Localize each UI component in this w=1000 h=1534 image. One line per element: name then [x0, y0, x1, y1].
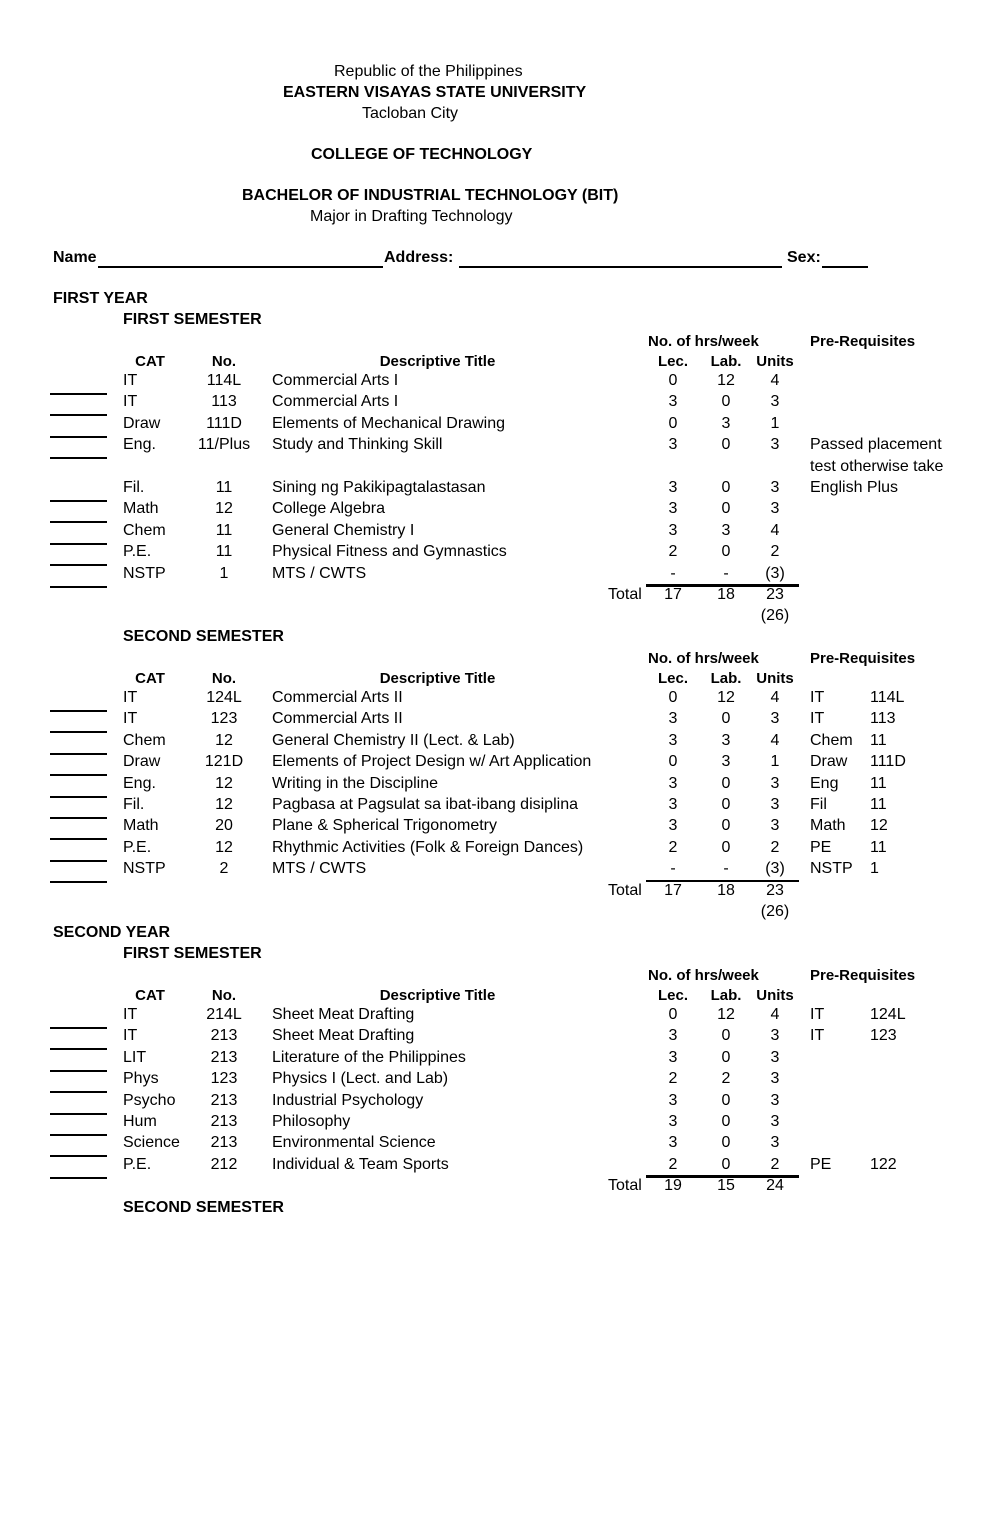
course-title: Study and Thinking Skill: [272, 436, 443, 454]
course-pre1: IT: [810, 1006, 825, 1023]
course-lab: 0: [721, 436, 731, 454]
course-units: 2: [770, 1155, 780, 1173]
course-pre1: PE: [810, 838, 832, 856]
grade-blank[interactable]: [50, 564, 107, 566]
course-no: 124L: [206, 689, 242, 706]
course-pre2: 11: [870, 731, 887, 749]
course-units: (3): [765, 564, 785, 582]
course-no: 213: [210, 1113, 238, 1130]
course-lec: 3: [668, 796, 678, 813]
course-title: Individual & Team Sports: [272, 1155, 449, 1173]
course-title: Elements of Mechanical Drawing: [272, 414, 505, 432]
course-no: 11/Plus: [197, 436, 251, 454]
course-title: Environmental Science: [272, 1134, 436, 1152]
no-header: No.: [211, 670, 237, 687]
course-lec: 2: [668, 1155, 678, 1173]
course-units: 3: [770, 479, 780, 496]
course-lab: 0: [721, 479, 731, 496]
course-lec: 3: [668, 817, 678, 835]
lab-header: Lab.: [710, 670, 742, 687]
course-cat: Phys: [123, 1070, 159, 1088]
course-cat: Hum: [123, 1113, 157, 1130]
course-title: Elements of Project Design w/ Art Application: [272, 753, 592, 771]
lab-header: Lab.: [710, 987, 742, 1004]
course-pre1: Chem: [810, 731, 853, 749]
prereq-header: Pre-Requisites: [810, 333, 916, 350]
grade-blank[interactable]: [50, 796, 107, 798]
grade-blank[interactable]: [50, 521, 107, 523]
hours-header: No. of hrs/week: [648, 650, 759, 667]
course-no: 12: [215, 500, 233, 518]
course-no: 213: [210, 1134, 238, 1152]
course-title: Industrial Psychology: [272, 1091, 424, 1109]
course-pre1: PE: [810, 1155, 832, 1173]
grade-blank[interactable]: [50, 881, 107, 883]
course-lab: -: [723, 564, 729, 582]
course-title: Physics I (Lect. and Lab): [272, 1070, 449, 1088]
course-units: 3: [770, 774, 780, 792]
course-lab: 0: [721, 543, 731, 561]
course-lab: 0: [721, 774, 731, 792]
name-blank[interactable]: [98, 266, 383, 268]
course-pre1: Draw: [810, 753, 848, 771]
course-title: Pagbasa at Pagsulat sa ibat-ibang disiplina: [272, 796, 578, 813]
course-title: Physical Fitness and Gymnastics: [272, 543, 507, 561]
course-pre2: 122: [870, 1155, 897, 1173]
course-lab: 0: [721, 1027, 731, 1045]
course-units: 3: [770, 1027, 780, 1045]
grade-blank[interactable]: [50, 1177, 107, 1179]
course-lab: 0: [721, 1155, 731, 1173]
address-blank[interactable]: [459, 266, 782, 268]
course-lab: 0: [721, 1091, 731, 1109]
course-lab: -: [723, 860, 729, 878]
course-cat: Chem: [123, 731, 166, 749]
title-header: Descriptive Title: [379, 987, 496, 1004]
course-title: General Chemistry I: [272, 521, 415, 539]
course-no: 12: [215, 838, 233, 856]
program-title: BACHELOR OF INDUSTRIAL TECHNOLOGY (BIT): [242, 187, 619, 204]
course-pre2: 124L: [870, 1006, 906, 1023]
course-cat: IT: [123, 372, 138, 389]
cat-header: CAT: [135, 987, 165, 1004]
course-lec: 3: [668, 1048, 678, 1066]
course-lec: 3: [668, 1091, 678, 1109]
course-units: 3: [770, 500, 780, 518]
grade-blank[interactable]: [50, 1070, 107, 1072]
course-lec: 0: [668, 753, 678, 771]
course-title: Writing in the Discipline: [272, 774, 438, 792]
course-lab: 3: [721, 414, 731, 432]
course-pre2: 111D: [870, 753, 906, 771]
course-pre1: IT: [810, 1027, 825, 1045]
units-header: Units: [756, 987, 794, 1004]
course-lec: 3: [668, 500, 678, 518]
grade-blank[interactable]: [50, 774, 107, 776]
course-no: 213: [210, 1091, 238, 1109]
course-no: 11: [215, 521, 233, 539]
course-units: (3): [765, 860, 785, 878]
lec-header: Lec.: [657, 670, 688, 687]
course-title: Literature of the Philippines: [272, 1048, 466, 1066]
course-cat: IT: [123, 710, 138, 728]
course-lec: 3: [668, 1027, 678, 1045]
total-lec: 19: [664, 1177, 682, 1195]
course-cat: Chem: [123, 521, 166, 539]
grade-blank[interactable]: [50, 1027, 107, 1029]
course-units: 3: [770, 817, 780, 835]
total-lec: 17: [664, 586, 682, 603]
course-lec: 2: [668, 543, 678, 561]
course-title: Sining ng Pakikipagtalastasan: [272, 479, 486, 496]
course-no: 12: [215, 774, 233, 792]
course-no: 121D: [204, 753, 244, 771]
grade-blank[interactable]: [50, 1113, 107, 1115]
course-cat: Science: [123, 1134, 180, 1152]
course-pre2: 113: [870, 710, 896, 728]
grade-blank[interactable]: [50, 457, 107, 459]
course-lab: 12: [717, 372, 735, 389]
course-lab: 3: [721, 731, 731, 749]
republic-line: Republic of the Philippines: [334, 63, 523, 80]
course-lec: 0: [668, 689, 678, 706]
course-no: 1: [219, 564, 229, 582]
no-header: No.: [211, 987, 237, 1004]
grade-blank[interactable]: [50, 500, 107, 502]
grade-blank[interactable]: [50, 710, 107, 712]
course-no: 2: [219, 860, 229, 878]
total-lab: 18: [717, 586, 735, 603]
course-units: 1: [770, 414, 780, 432]
lab-header: Lab.: [710, 353, 742, 370]
cat-header: CAT: [135, 670, 165, 687]
course-lec: 3: [668, 1113, 678, 1130]
course-pre2: 11: [870, 796, 887, 813]
course-pre2: 123: [870, 1027, 897, 1045]
course-title: Sheet Meat Drafting: [272, 1027, 415, 1045]
course-lab: 0: [721, 796, 731, 813]
course-lec: 3: [668, 774, 678, 792]
course-lec: -: [670, 564, 676, 582]
semester-heading: SECOND SEMESTER: [123, 1199, 284, 1216]
grade-blank[interactable]: [50, 731, 107, 733]
course-lab: 0: [721, 838, 731, 856]
year-heading: FIRST YEAR: [53, 290, 148, 307]
grade-blank[interactable]: [50, 860, 107, 862]
course-no: 214L: [206, 1006, 242, 1023]
total-label: Total: [608, 1177, 642, 1195]
course-units: 4: [770, 521, 780, 539]
city-line: Tacloban City: [362, 105, 459, 122]
course-pre1: Passed placement: [810, 436, 942, 454]
course-no: 12: [215, 796, 233, 813]
course-lec: -: [670, 860, 676, 878]
grade-blank[interactable]: [50, 1048, 107, 1050]
course-cat: IT: [123, 1006, 138, 1023]
course-no: 12: [215, 731, 233, 749]
course-pre2: 11: [870, 774, 887, 792]
course-title: Commercial Arts II: [272, 689, 403, 706]
course-pre2: 114L: [870, 689, 905, 706]
course-units: 4: [770, 731, 780, 749]
cat-header: CAT: [135, 353, 165, 370]
course-no: 213: [210, 1027, 238, 1045]
course-units: 4: [770, 689, 780, 706]
sex-label: Sex:: [787, 249, 821, 266]
sex-blank[interactable]: [822, 266, 868, 268]
course-title: Commercial Arts II: [272, 710, 403, 728]
course-lec: 3: [668, 710, 678, 728]
name-label: Name: [53, 249, 97, 266]
course-units: 3: [770, 1091, 780, 1109]
course-lab: 0: [721, 1113, 731, 1130]
major-line: Major in Drafting Technology: [310, 208, 513, 225]
grade-blank[interactable]: [50, 414, 107, 416]
title-header: Descriptive Title: [379, 353, 496, 370]
course-lec: 0: [668, 414, 678, 432]
grade-blank[interactable]: [50, 1155, 107, 1157]
course-lab: 3: [721, 753, 731, 771]
course-cat: NSTP: [123, 860, 166, 878]
course-units: 3: [770, 1113, 780, 1130]
prereq-header: Pre-Requisites: [810, 967, 916, 984]
total-units-alt: (26): [760, 607, 790, 625]
course-cat: Math: [123, 500, 159, 518]
course-lab: 2: [721, 1070, 731, 1088]
course-cat: P.E.: [123, 543, 152, 561]
course-cat: LIT: [123, 1048, 147, 1066]
course-cat: IT: [123, 1027, 138, 1045]
course-units: 3: [770, 1070, 780, 1088]
total-label: Total: [608, 881, 642, 899]
course-units: 3: [770, 1134, 780, 1152]
course-units: 4: [770, 1006, 780, 1023]
course-title: College Algebra: [272, 500, 385, 518]
course-no: 213: [210, 1048, 238, 1066]
course-units: 4: [770, 372, 780, 389]
total-lab: 15: [717, 1177, 735, 1195]
course-no: 114L: [206, 372, 242, 389]
course-pre1: English Plus: [810, 479, 899, 496]
course-lec: 2: [668, 1070, 678, 1088]
course-pre1: Eng: [810, 774, 839, 792]
course-lab: 12: [717, 1006, 735, 1023]
course-title: Sheet Meat Drafting: [272, 1006, 415, 1023]
course-title: Philosophy: [272, 1113, 351, 1130]
grade-blank[interactable]: [50, 543, 107, 545]
course-no: 20: [215, 817, 233, 835]
course-cat: IT: [123, 393, 138, 411]
course-units: 3: [770, 1048, 780, 1066]
course-lec: 3: [668, 479, 678, 496]
course-title: General Chemistry II (Lect. & Lab): [272, 731, 515, 749]
course-title: MTS / CWTS: [272, 860, 367, 878]
total-lec: 17: [664, 881, 682, 899]
course-units: 3: [770, 710, 780, 728]
course-lec: 0: [668, 1006, 678, 1023]
course-title: Commercial Arts I: [272, 372, 399, 389]
semester-heading: SECOND SEMESTER: [123, 628, 284, 645]
address-label: Address:: [384, 249, 454, 266]
course-units: 2: [770, 543, 780, 561]
prereq-header: Pre-Requisites: [810, 650, 916, 667]
course-no: 123: [210, 710, 238, 728]
course-pre1: Math: [810, 817, 846, 835]
course-lab: 12: [717, 689, 735, 706]
grade-blank[interactable]: [50, 1134, 107, 1136]
lec-header: Lec.: [657, 353, 688, 370]
course-cat: IT: [123, 689, 138, 706]
course-cat: Fil.: [123, 479, 145, 496]
course-lab: 0: [721, 1134, 731, 1152]
course-lab: 3: [721, 521, 731, 539]
course-cat: Draw: [123, 414, 161, 432]
total-label: Total: [608, 586, 642, 603]
grade-blank[interactable]: [50, 1091, 107, 1093]
course-lab: 0: [721, 393, 731, 411]
course-lab: 0: [721, 817, 731, 835]
course-cat: Draw: [123, 753, 161, 771]
total-units: 23: [766, 586, 784, 603]
units-header: Units: [756, 670, 794, 687]
grade-blank[interactable]: [50, 586, 107, 588]
semester-heading: FIRST SEMESTER: [123, 311, 262, 328]
course-cat: Eng.: [123, 436, 156, 454]
course-lec: 0: [668, 372, 678, 389]
course-title: Plane & Spherical Trigonometry: [272, 817, 497, 835]
course-cat: P.E.: [123, 838, 152, 856]
course-units: 3: [770, 436, 780, 454]
course-no: 11: [215, 543, 233, 561]
lec-header: Lec.: [657, 987, 688, 1004]
course-no: 111D: [206, 414, 242, 432]
grade-blank[interactable]: [50, 817, 107, 819]
semester-heading: FIRST SEMESTER: [123, 945, 262, 962]
course-lec: 3: [668, 393, 678, 411]
course-lab: 0: [721, 710, 731, 728]
course-units: 1: [770, 753, 780, 771]
college-name: COLLEGE OF TECHNOLOGY: [311, 146, 533, 163]
course-pre1: test otherwise take: [810, 457, 944, 475]
course-no: 113: [211, 393, 237, 411]
course-cat: Eng.: [123, 774, 156, 792]
course-cat: Fil.: [123, 796, 145, 813]
hours-header: No. of hrs/week: [648, 967, 759, 984]
year-heading: SECOND YEAR: [53, 924, 171, 941]
course-no: 212: [210, 1155, 238, 1173]
units-header: Units: [756, 353, 794, 370]
course-pre2: 12: [870, 817, 888, 835]
total-units-alt: (26): [760, 903, 790, 920]
course-no: 11: [215, 479, 233, 496]
course-cat: NSTP: [123, 564, 166, 582]
total-lab: 18: [717, 881, 735, 899]
course-cat: Math: [123, 817, 159, 835]
total-units: 23: [766, 881, 784, 899]
course-pre1: Fil: [810, 796, 827, 813]
course-lab: 0: [721, 500, 731, 518]
course-pre1: IT: [810, 710, 825, 728]
course-cat: Psycho: [123, 1091, 176, 1109]
course-title: MTS / CWTS: [272, 564, 367, 582]
course-pre2: 1: [870, 860, 879, 878]
course-units: 3: [770, 796, 780, 813]
course-lab: 0: [721, 1048, 731, 1066]
course-lec: 3: [668, 731, 678, 749]
course-pre1: NSTP: [810, 860, 853, 878]
course-pre2: 11: [870, 838, 887, 856]
course-lec: 3: [668, 1134, 678, 1152]
grade-blank[interactable]: [50, 838, 107, 840]
course-lec: 2: [668, 838, 678, 856]
course-lec: 3: [668, 521, 678, 539]
course-title: Commercial Arts I: [272, 393, 399, 411]
course-pre1: IT: [810, 689, 825, 706]
hours-header: No. of hrs/week: [648, 333, 759, 350]
course-no: 123: [210, 1070, 238, 1088]
university-name: EASTERN VISAYAS STATE UNIVERSITY: [283, 84, 587, 101]
no-header: No.: [211, 353, 237, 370]
grade-blank[interactable]: [50, 393, 107, 395]
grade-blank[interactable]: [50, 436, 107, 438]
course-cat: P.E.: [123, 1155, 152, 1173]
course-units: 3: [770, 393, 780, 411]
course-units: 2: [770, 838, 780, 856]
course-title: Rhythmic Activities (Folk & Foreign Dances): [272, 838, 584, 856]
title-header: Descriptive Title: [379, 670, 496, 687]
course-lec: 3: [668, 436, 678, 454]
total-units: 24: [766, 1177, 784, 1195]
grade-blank[interactable]: [50, 753, 107, 755]
